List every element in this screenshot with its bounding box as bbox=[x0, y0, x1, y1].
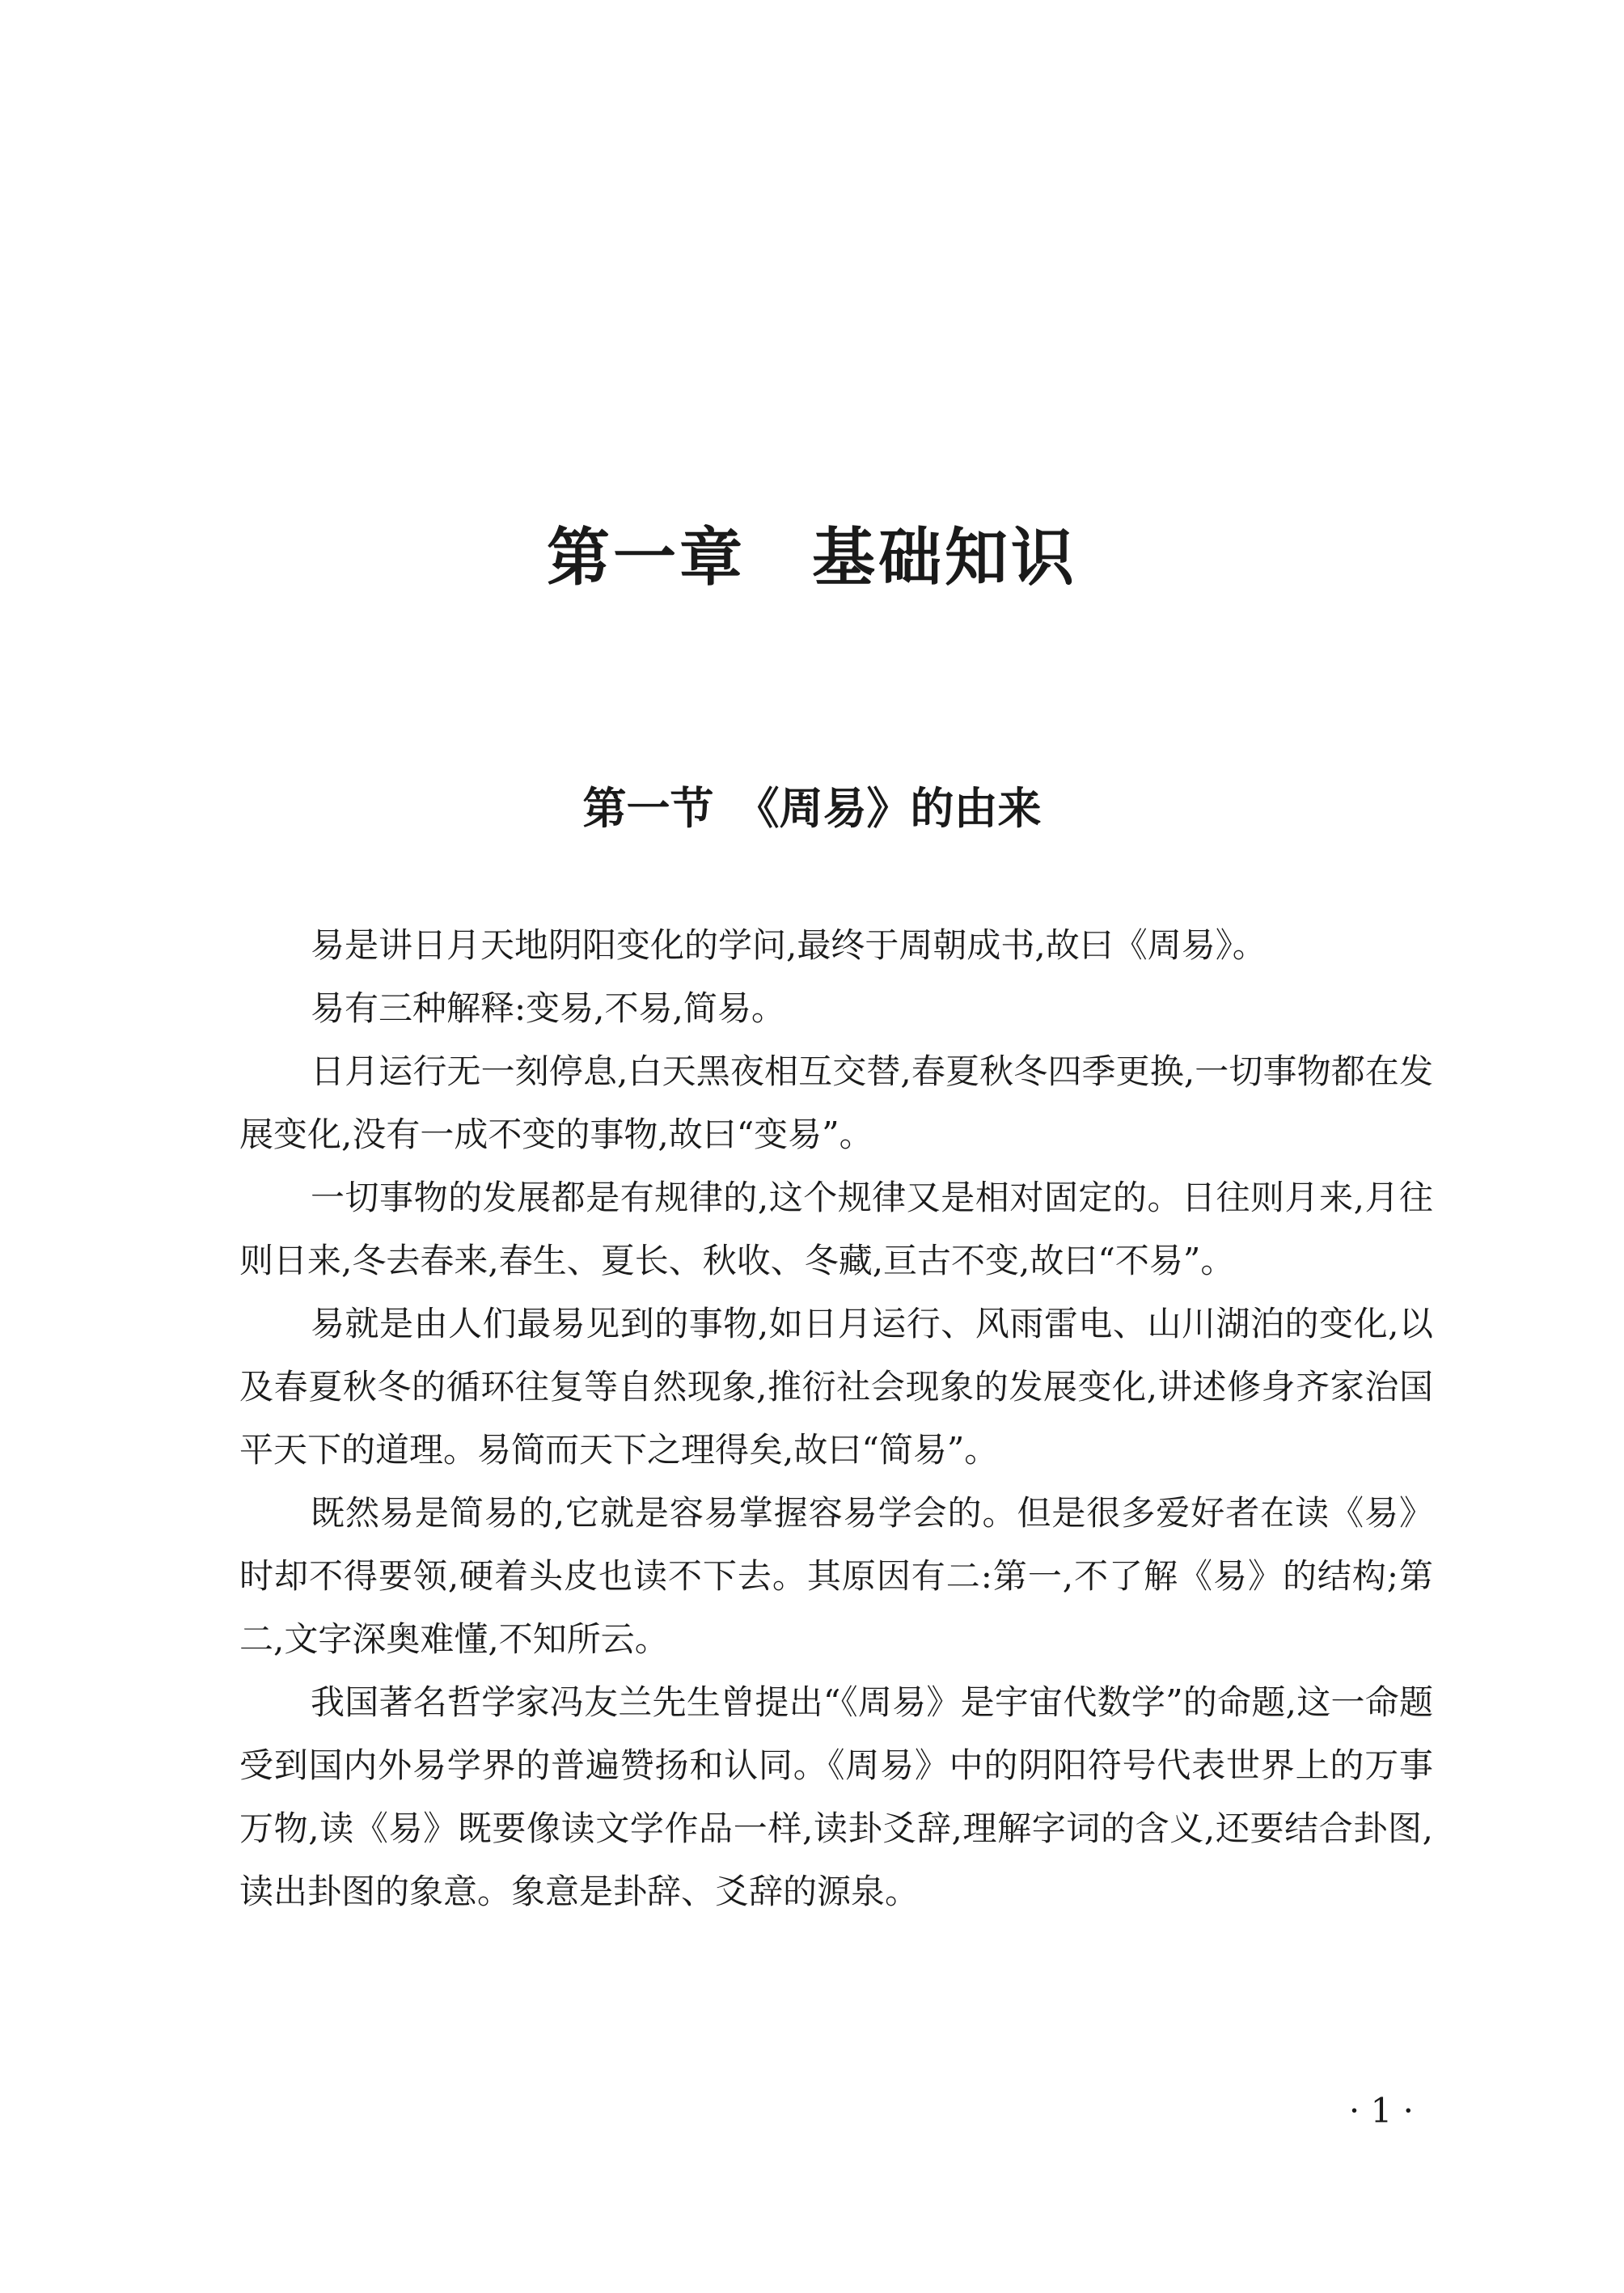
paragraph: 既然易是简易的,它就是容易掌握容易学会的。但是很多爱好者在读《易》时却不得要领,硬着头皮也读不下去。其原因有二:第一,不了解《易》的结构;第二,文字深奥难懂,不知所云。 bbox=[239, 1493, 1433, 1659]
paragraph: 易就是由人们最易见到的事物,如日月运行、风雨雷电、山川湖泊的变化,以及春夏秋冬的循环往复等自然现象,推衍社会现象的发展变化,讲述修身齐家治国平天下的道理。易简而天下之理得矣,故曰“简易”。 bbox=[239, 1304, 1433, 1470]
body-text bbox=[239, 914, 1433, 1923]
section-title: 第一节 《周易》的由来 bbox=[582, 783, 1042, 834]
page-number: · 1 · bbox=[1348, 2091, 1414, 2130]
paragraph: 日月运行无一刻停息,白天黑夜相互交替,春夏秋冬四季更换,一切事物都在发展变化,没有一成不变的事物,故曰“变易”。 bbox=[239, 1051, 1433, 1154]
paragraph: 一切事物的发展都是有规律的,这个规律又是相对固定的。日往则月来,月往则日来,冬去春来,春生、夏长、秋收、冬藏,亘古不变,故曰“不易”。 bbox=[239, 1178, 1433, 1280]
paragraph: 我国著名哲学家冯友兰先生曾提出“《周易》是宇宙代数学”的命题,这一命题受到国内外易学界的普遍赞扬和认同。《周易》中的阴阳符号代表世界上的万事万物,读《易》既要像读文学作品一样,读卦爻辞,理解字词的含义,还要结合卦图,读出卦图的象意。象意是卦辞、爻辞的源泉。 bbox=[239, 1682, 1433, 1911]
chapter-title: 第一章 基础知识 bbox=[546, 521, 1077, 594]
paragraph: 易是讲日月天地阴阳变化的学问,最终于周朝成书,故曰《周易》。 bbox=[311, 925, 1267, 965]
paragraph: 易有三种解释:变易,不易,简易。 bbox=[311, 988, 785, 1028]
